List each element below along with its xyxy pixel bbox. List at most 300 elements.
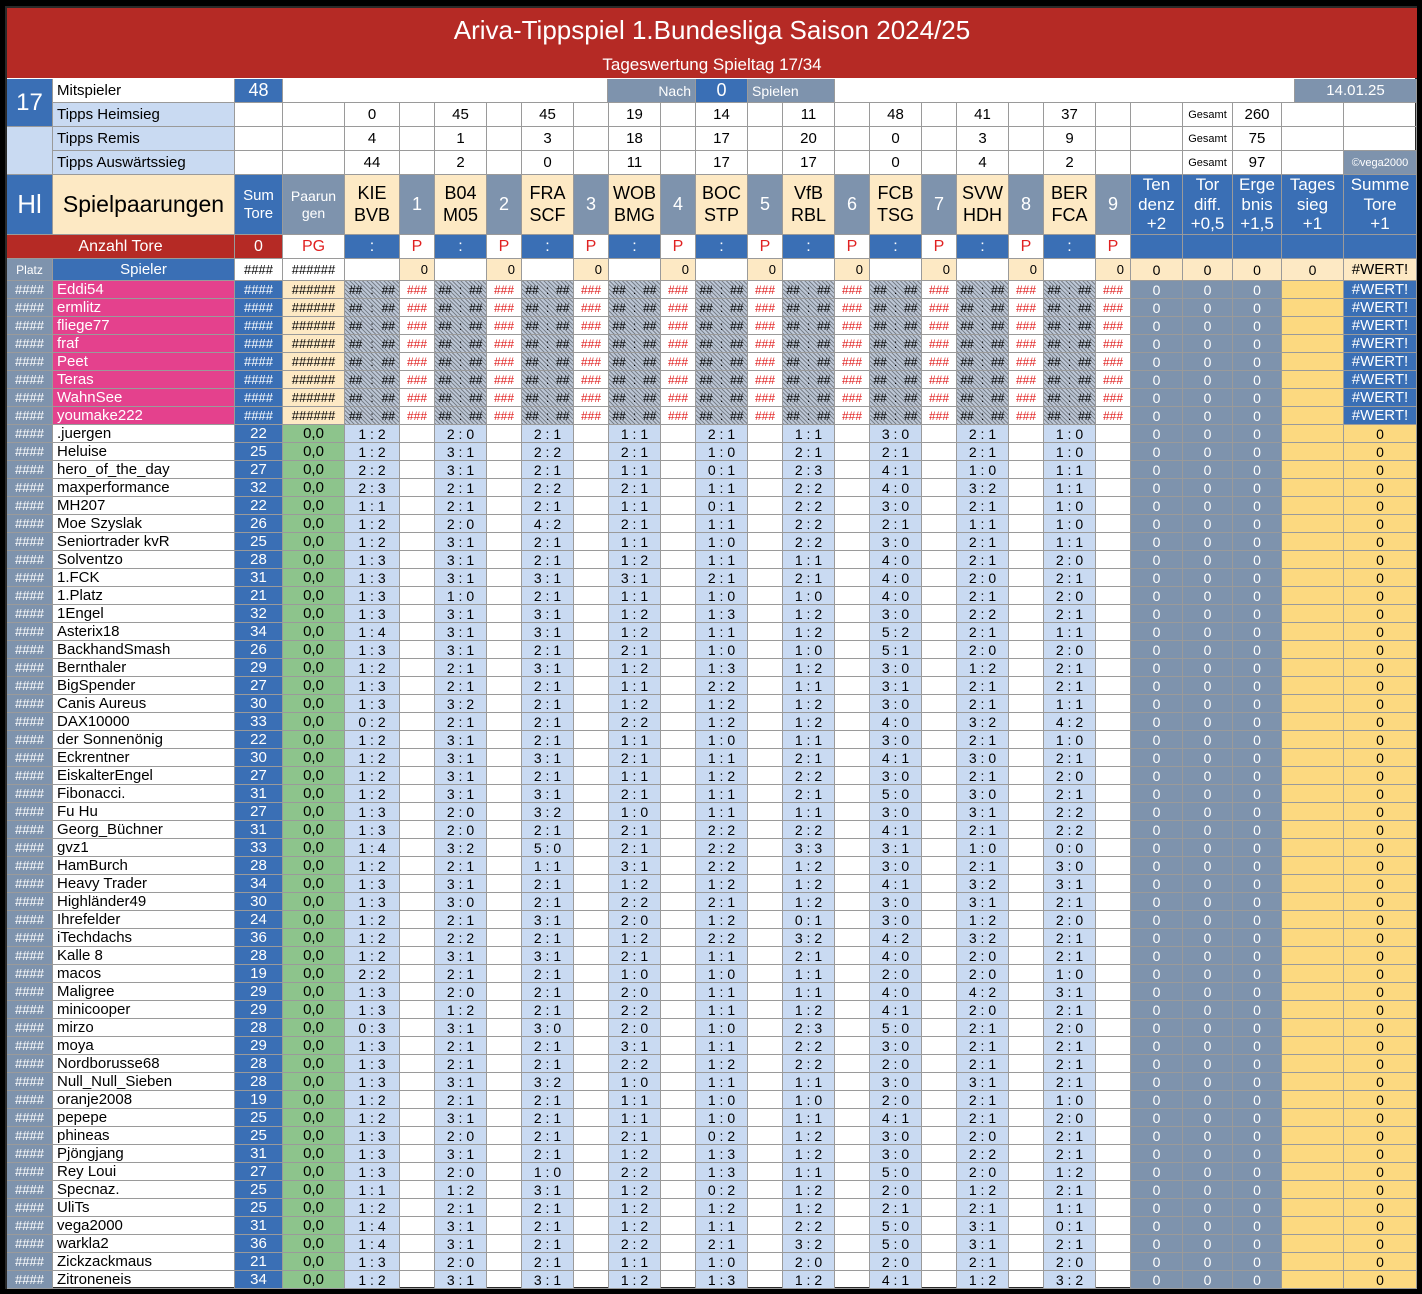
match-header <box>783 175 835 235</box>
score-header-line: Tore <box>1363 194 1397 214</box>
tip-cell: 2 : 2 <box>783 1217 835 1235</box>
colon: : <box>980 390 985 405</box>
sum-total: 0 <box>1344 1199 1417 1217</box>
tip-cell: 1 : 2 <box>696 875 748 893</box>
nach-count: 0 <box>696 79 748 103</box>
blank-cell <box>835 569 870 587</box>
blank-cell <box>748 677 783 695</box>
blank-cell <box>922 127 957 151</box>
colon: : <box>1067 354 1072 369</box>
tip-hash-cell <box>435 353 487 371</box>
tip-total-remis: 0 <box>870 127 922 151</box>
blank-cell <box>661 1181 696 1199</box>
tip-hash-cell <box>345 317 400 335</box>
result-colon: : <box>783 235 835 259</box>
tip-cell: 3 : 0 <box>957 749 1009 767</box>
tip-cell: 2 : 1 <box>1044 749 1096 767</box>
tip-cell: 2 : 1 <box>696 569 748 587</box>
tip-cell: 1 : 0 <box>1044 443 1096 461</box>
paarungen-value: 0,0 <box>283 605 345 623</box>
tip-cell: 2 : 1 <box>1044 929 1096 947</box>
tip-hash-cell <box>435 281 487 299</box>
points-hash: ### <box>835 353 870 371</box>
tip-cell: 2 : 2 <box>696 839 748 857</box>
tip-cell: 1 : 1 <box>696 1073 748 1091</box>
paarungen-header-line: Paarun <box>290 188 337 205</box>
tip-cell: 1 : 2 <box>345 749 400 767</box>
paarungen-value: 0,0 <box>283 533 345 551</box>
paarungen-value: 0,0 <box>283 857 345 875</box>
blank-cell <box>487 695 522 713</box>
hash-part: ## <box>556 354 570 369</box>
paarungen-value: 0,0 <box>283 1073 345 1091</box>
zero-cell: 0 <box>1233 785 1282 803</box>
sum-total: 0 <box>1344 1019 1417 1037</box>
tip-cell: 3 : 2 <box>957 479 1009 497</box>
blank-cell <box>922 1199 957 1217</box>
tip-hash-cell <box>696 299 748 317</box>
tip-cell: 1 : 3 <box>345 1037 400 1055</box>
blank-cell <box>661 821 696 839</box>
zero-cell: 0 <box>1233 317 1282 335</box>
blank-cell <box>748 947 783 965</box>
blank-cell <box>400 1181 435 1199</box>
tip-cell: 1 : 2 <box>783 1199 835 1217</box>
tip-cell: 3 : 0 <box>435 893 487 911</box>
hash-part: ## <box>381 408 395 423</box>
sum-tore-value: 33 <box>235 839 283 857</box>
zero-cell: 0 <box>1233 803 1282 821</box>
wert-cell: #WERT! <box>1344 335 1417 353</box>
tip-cell: 1 : 0 <box>696 533 748 551</box>
paarungen-value: 0,0 <box>283 641 345 659</box>
blank-cell <box>283 127 345 151</box>
tip-cell: 2 : 3 <box>783 461 835 479</box>
tip-cell: 3 : 2 <box>957 929 1009 947</box>
hash-part: ## <box>438 390 452 405</box>
paarungen-value: 0,0 <box>283 623 345 641</box>
hash-cell: #### <box>7 1271 53 1289</box>
hash-part: ## <box>381 336 395 351</box>
colon: : <box>545 408 550 423</box>
blank-cell <box>1096 151 1131 175</box>
tip-hash-cell <box>522 281 574 299</box>
score-header <box>1233 175 1282 235</box>
hash-part: ## <box>438 318 452 333</box>
zero-cell: 0 <box>1131 1253 1183 1271</box>
blank-cell <box>748 1019 783 1037</box>
colon: : <box>980 372 985 387</box>
hash-cell: #### <box>7 1001 53 1019</box>
colon: : <box>545 282 550 297</box>
blank-cell <box>1282 641 1344 659</box>
blank-cell <box>1096 515 1131 533</box>
player-name: Zitroneneis <box>53 1271 235 1289</box>
paarungen-value: 0,0 <box>283 803 345 821</box>
match-number: 2 <box>487 175 522 235</box>
tip-cell: 1 : 0 <box>957 461 1009 479</box>
hash-part: ## <box>873 408 887 423</box>
points-hash: ### <box>1009 281 1044 299</box>
tip-cell: 2 : 1 <box>609 839 661 857</box>
hash-part: ## <box>960 390 974 405</box>
colon: : <box>458 372 463 387</box>
blank-cell <box>1282 1091 1344 1109</box>
tip-cell: 1 : 4 <box>345 839 400 857</box>
tip-cell: 2 : 1 <box>1044 1001 1096 1019</box>
blank-cell <box>922 515 957 533</box>
zero-cell: 0 <box>1183 407 1233 425</box>
blank-cell <box>574 1001 609 1019</box>
blank-cell <box>748 749 783 767</box>
player-name: UliTs <box>53 1199 235 1217</box>
hash-part: ## <box>556 390 570 405</box>
tip-cell: 3 : 1 <box>522 569 574 587</box>
sum-total: 0 <box>1344 803 1417 821</box>
hash-part: ## <box>904 372 918 387</box>
blank-cell <box>487 749 522 767</box>
hash-part: ## <box>873 354 887 369</box>
sum-tore-value: 36 <box>235 929 283 947</box>
sum-tore-value: 26 <box>235 641 283 659</box>
blank-cell <box>661 425 696 443</box>
player-name: Solventzo <box>53 551 235 569</box>
blank-cell <box>574 515 609 533</box>
sum-tore-value: 26 <box>235 515 283 533</box>
blank-cell <box>1009 767 1044 785</box>
tip-cell: 2 : 1 <box>957 1037 1009 1055</box>
blank-cell <box>1282 371 1344 389</box>
blank-cell <box>922 1235 957 1253</box>
paarungen-value: 0,0 <box>283 587 345 605</box>
blank-cell <box>1009 821 1044 839</box>
tip-cell: 3 : 2 <box>522 1073 574 1091</box>
tip-cell: 2 : 1 <box>957 425 1009 443</box>
tip-cell: 3 : 0 <box>870 425 922 443</box>
paarungen-value: 0,0 <box>283 695 345 713</box>
hash-part: ## <box>1078 282 1092 297</box>
tip-cell: 1 : 1 <box>609 731 661 749</box>
tip-cell: 0 : 1 <box>783 911 835 929</box>
points-hash: ### <box>574 281 609 299</box>
matchday-number: 17 <box>7 79 53 127</box>
paarungen-value: 0,0 <box>283 875 345 893</box>
paarungen-value: 0,0 <box>283 1235 345 1253</box>
hash-cell: #### <box>235 259 283 281</box>
blank-cell <box>487 1109 522 1127</box>
blank-cell <box>835 151 870 175</box>
tip-cell: 3 : 1 <box>609 569 661 587</box>
blank-cell <box>1282 749 1344 767</box>
blank-cell <box>1096 929 1131 947</box>
blank-cell <box>1096 767 1131 785</box>
hash-cell: #### <box>7 749 53 767</box>
blank-cell <box>487 1055 522 1073</box>
sum-tore-value: 27 <box>235 461 283 479</box>
tip-hash-cell <box>522 353 574 371</box>
blank-cell <box>661 749 696 767</box>
hash-cell: ###### <box>283 353 345 371</box>
match-number: 8 <box>1009 175 1044 235</box>
blank-cell <box>400 1235 435 1253</box>
spreadsheet <box>5 6 1417 1289</box>
blank-cell <box>1282 803 1344 821</box>
blank-cell <box>1096 857 1131 875</box>
blank-cell <box>574 875 609 893</box>
player-name: vega2000 <box>53 1217 235 1235</box>
blank-cell <box>400 497 435 515</box>
colon: : <box>1067 300 1072 315</box>
tip-cell: 1 : 2 <box>783 857 835 875</box>
tip-cell: 1 : 2 <box>783 1271 835 1289</box>
paarungen-value: 0,0 <box>283 1109 345 1127</box>
paarungen-value: 0,0 <box>283 479 345 497</box>
hash-part: ## <box>469 372 483 387</box>
tip-total-heim: 45 <box>435 103 487 127</box>
hash-part: ## <box>381 372 395 387</box>
paarungen-value: 0,0 <box>283 785 345 803</box>
blank-cell <box>1096 1037 1131 1055</box>
tip-hash-cell <box>522 317 574 335</box>
tip-cell: 1 : 2 <box>345 533 400 551</box>
hash-part: ## <box>525 390 539 405</box>
player-name: fraf <box>53 335 235 353</box>
hash-part: ## <box>904 300 918 315</box>
player-name: youmake222 <box>53 407 235 425</box>
hash-part: ## <box>612 336 626 351</box>
tip-cell: 1 : 3 <box>345 821 400 839</box>
blank-cell <box>1282 353 1344 371</box>
hash-part: ## <box>904 354 918 369</box>
hash-part: ## <box>612 354 626 369</box>
score-header-line: +0,5 <box>1190 214 1225 234</box>
tip-cell: 2 : 0 <box>435 821 487 839</box>
zero-cell: 0 <box>1131 911 1183 929</box>
colon: : <box>370 390 374 405</box>
zero-cell: 0 <box>1131 821 1183 839</box>
player-name: gvz1 <box>53 839 235 857</box>
tip-cell: 1 : 3 <box>345 875 400 893</box>
tip-cell: 3 : 1 <box>522 911 574 929</box>
blank-cell <box>922 875 957 893</box>
tip-cell: 1 : 1 <box>957 515 1009 533</box>
blank-cell <box>835 623 870 641</box>
player-name: Eckrentner <box>53 749 235 767</box>
tip-hash-cell <box>609 353 661 371</box>
points-hash: ### <box>400 317 435 335</box>
blank-cell <box>835 893 870 911</box>
blank-cell <box>1096 695 1131 713</box>
blank-cell <box>574 443 609 461</box>
match-number: 3 <box>574 175 609 235</box>
blank-cell <box>400 983 435 1001</box>
zero-cell: 0 <box>1183 551 1233 569</box>
zero-cell: 0 <box>1096 259 1131 281</box>
points-hash: ### <box>1096 335 1131 353</box>
zero-cell: 0 <box>1183 947 1233 965</box>
blank-cell <box>922 1163 957 1181</box>
colon: : <box>893 300 898 315</box>
blank-cell <box>487 839 522 857</box>
zero-cell: 0 <box>1233 947 1282 965</box>
points-hash: ### <box>748 407 783 425</box>
blank-cell <box>487 929 522 947</box>
tip-hash-cell <box>345 353 400 371</box>
sum-total: 0 <box>1344 479 1417 497</box>
blank-cell <box>400 893 435 911</box>
blank-cell <box>400 151 435 175</box>
paarungen-value: 0,0 <box>283 1181 345 1199</box>
blank-cell <box>661 443 696 461</box>
hash-part: ## <box>786 336 800 351</box>
paarungen-value: 0,0 <box>283 1217 345 1235</box>
player-name: pepepe <box>53 1109 235 1127</box>
zero-cell: 0 <box>1131 443 1183 461</box>
zero-cell: 0 <box>1233 479 1282 497</box>
blank-cell <box>487 875 522 893</box>
sum-tore-value: 32 <box>235 605 283 623</box>
blank-cell <box>487 1127 522 1145</box>
tip-cell: 2 : 1 <box>435 1199 487 1217</box>
zero-cell: 0 <box>1233 587 1282 605</box>
blank-cell <box>400 569 435 587</box>
hash-part: ## <box>348 318 363 333</box>
tip-cell: 2 : 1 <box>522 1145 574 1163</box>
player-name: 1.Platz <box>53 587 235 605</box>
label-tipps-aus: Tipps Auswärtssieg <box>53 151 235 175</box>
tip-cell: 1 : 1 <box>609 587 661 605</box>
player-name: Moe Szyslak <box>53 515 235 533</box>
tip-cell: 2 : 0 <box>870 1091 922 1109</box>
tip-cell: 1 : 2 <box>783 893 835 911</box>
tip-cell: 2 : 1 <box>435 497 487 515</box>
blank-cell <box>661 767 696 785</box>
points-hash: ### <box>487 335 522 353</box>
blank-cell <box>748 551 783 569</box>
tip-cell: 5 : 0 <box>522 839 574 857</box>
hash-part: ## <box>1047 372 1061 387</box>
player-name: Rey Loui <box>53 1163 235 1181</box>
wert-cell: #WERT! <box>1344 389 1417 407</box>
tip-hash-cell <box>435 317 487 335</box>
zero-cell: 0 <box>1183 803 1233 821</box>
blank-cell <box>487 443 522 461</box>
hash-part: ## <box>991 282 1005 297</box>
wert-cell: #WERT! <box>1344 317 1417 335</box>
hash-cell: #### <box>7 1055 53 1073</box>
player-name: Teras <box>53 371 235 389</box>
label-tipps-remis: Tipps Remis <box>53 127 235 151</box>
blank-cell <box>400 515 435 533</box>
tip-cell: 1 : 2 <box>609 929 661 947</box>
hash-cell: #### <box>7 353 53 371</box>
blank-cell <box>748 1109 783 1127</box>
tip-hash-cell <box>870 317 922 335</box>
blank-cell <box>1282 151 1344 175</box>
tip-cell: 4 : 2 <box>522 515 574 533</box>
hash-part: ## <box>469 336 483 351</box>
colon: : <box>719 282 724 297</box>
blank-cell <box>1009 1127 1044 1145</box>
blank-cell <box>748 983 783 1001</box>
blank-cell <box>1282 587 1344 605</box>
blank-cell <box>1096 551 1131 569</box>
tip-cell: 1 : 0 <box>696 1091 748 1109</box>
hash-cell: #### <box>7 785 53 803</box>
blank-cell <box>1096 1019 1131 1037</box>
tip-cell: 1 : 1 <box>783 551 835 569</box>
blank-cell <box>487 803 522 821</box>
zero-cell: 0 <box>1183 659 1233 677</box>
hash-part: ## <box>525 300 539 315</box>
hash-part: ## <box>730 300 744 315</box>
hash-cell: #### <box>235 371 283 389</box>
hash-part: ## <box>643 336 657 351</box>
tip-cell: 1 : 3 <box>345 1253 400 1271</box>
blank-cell <box>661 515 696 533</box>
blank-cell <box>574 965 609 983</box>
wert-cell: #WERT! <box>1344 259 1417 281</box>
points-hash: ### <box>487 317 522 335</box>
tip-cell: 1 : 1 <box>783 965 835 983</box>
zero-cell: 0 <box>1233 767 1282 785</box>
sum-total: 0 <box>1344 659 1417 677</box>
zero-cell: 0 <box>1233 695 1282 713</box>
blank-cell <box>400 1217 435 1235</box>
player-name: EiskalterEngel <box>53 767 235 785</box>
blank-cell <box>922 965 957 983</box>
tip-cell: 2 : 2 <box>783 515 835 533</box>
hash-part: ## <box>699 300 713 315</box>
blank-cell <box>574 731 609 749</box>
hash-part: ## <box>1078 300 1092 315</box>
score-header-line: +1,5 <box>1240 214 1274 234</box>
zero-cell: 0 <box>574 259 609 281</box>
blank-cell <box>1009 1037 1044 1055</box>
blank-cell <box>1282 947 1344 965</box>
tip-cell: 4 : 0 <box>870 569 922 587</box>
player-name: fliege77 <box>53 317 235 335</box>
zero-cell: 0 <box>1131 839 1183 857</box>
hash-cell: #### <box>7 677 53 695</box>
blank-cell <box>748 1127 783 1145</box>
blank-cell <box>1096 713 1131 731</box>
paarungen-value: 0,0 <box>283 947 345 965</box>
zero-cell: 0 <box>1131 659 1183 677</box>
hash-part: ## <box>1047 282 1061 297</box>
tip-cell: 1 : 2 <box>783 713 835 731</box>
zero-cell: 0 <box>1183 911 1233 929</box>
zero-cell: 0 <box>1131 1001 1183 1019</box>
sum-tore-value: 28 <box>235 1073 283 1091</box>
zero-cell: 0 <box>1183 821 1233 839</box>
blank-cell <box>574 479 609 497</box>
blank-cell <box>235 151 283 175</box>
score-header-line: Summe <box>1350 175 1410 195</box>
blank-cell <box>400 821 435 839</box>
blank-cell <box>1096 587 1131 605</box>
hash-part: ## <box>786 390 800 405</box>
tip-hash-cell <box>696 407 748 425</box>
tip-hash-cell <box>957 407 1009 425</box>
blank-cell <box>574 1199 609 1217</box>
colon: : <box>1067 372 1072 387</box>
sum-tore-value: 27 <box>235 803 283 821</box>
zero-cell: 0 <box>1233 1091 1282 1109</box>
tip-cell: 1 : 1 <box>696 479 748 497</box>
anzahl-tore-label: Anzahl Tore <box>7 235 235 259</box>
blank-cell <box>1009 911 1044 929</box>
